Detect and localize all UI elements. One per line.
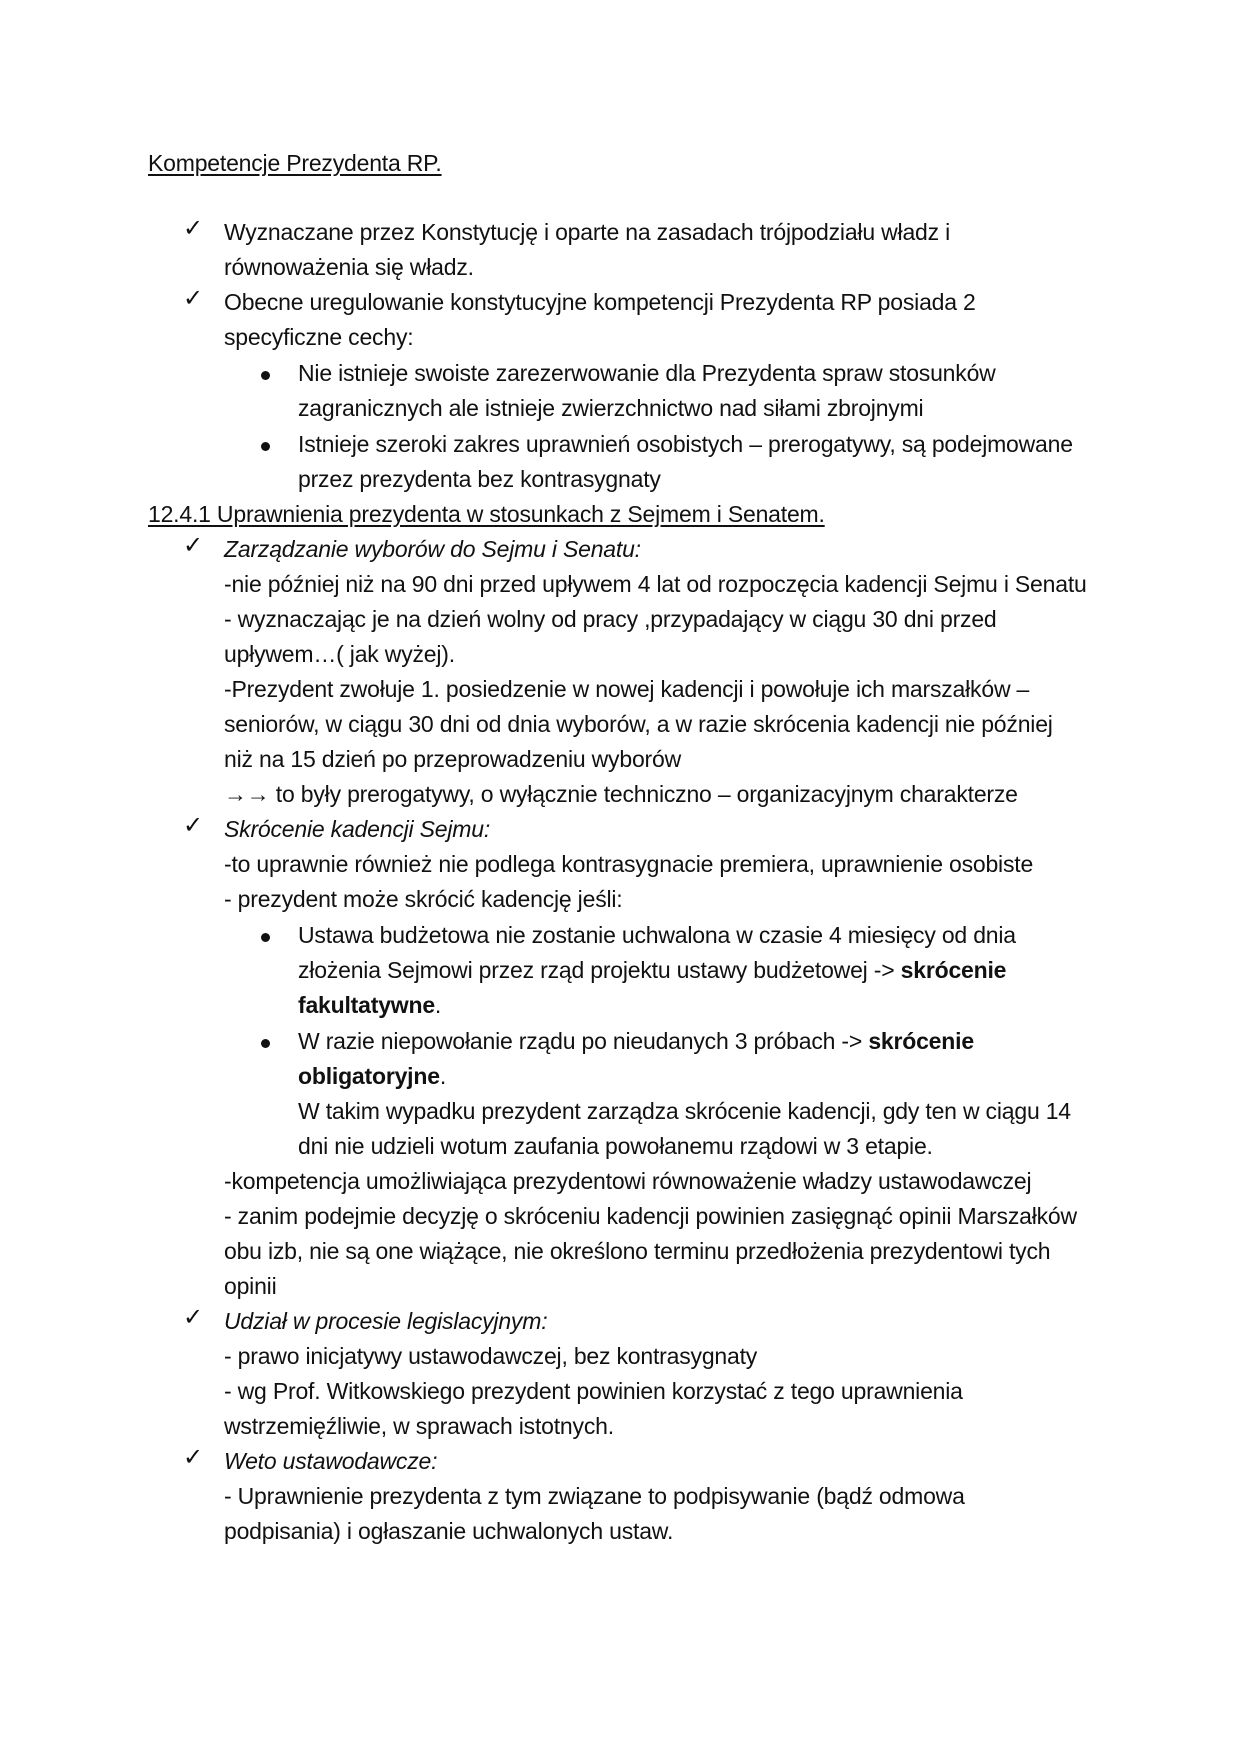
shortening-bullet-1-line-2: złożenia Sejmowi przez rząd projektu ustawy budżetowej -> skrócenie (298, 957, 1007, 983)
shortening-line-4: - zanim podejmie decyzję o skróceniu kadencji powinien zasięgnąć opinii Marszałków (224, 1203, 1077, 1229)
shortening-bullet-1-line-1: Ustawa budżetowa nie zostanie uchwalona w czasie 4 miesięcy od dnia (298, 922, 1016, 948)
bullet-icon (261, 933, 270, 942)
legislative-line-3: wstrzemięźliwie, w sprawach istotnych. (224, 1413, 614, 1439)
shortening-bullet-2-line-3: W takim wypadku prezydent zarządza skrócenie kadencji, gdy ten w ciągu 14 (298, 1098, 1071, 1124)
intro-bullet-2-line-1: Istnieje szeroki zakres uprawnień osobistych – prerogatywy, są podejmowane (298, 431, 1073, 457)
intro-item-1-line-2: równoważenia się władz. (224, 254, 474, 280)
checkmark-icon: ✓ (183, 215, 204, 242)
intro-bullet-1-line-1: Nie istnieje swoiste zarezerwowanie dla Prezydenta spraw stosunków (298, 360, 996, 386)
elections-line-7: →→ to były prerogatywy, o wyłącznie techniczno – organizacyjnym charakterze (224, 781, 1018, 807)
elections-line-4: -Prezydent zwołuje 1. posiedzenie w nowej kadencji i powołuje ich marszałków – (224, 676, 1030, 702)
bullet-icon (261, 1039, 270, 1048)
shortening-bullet-2-line-2: obligatoryjne. (298, 1063, 447, 1089)
elections-line-1: -nie później niż na 90 dni przed upływem 4 lat od rozpoczęcia kadencji Sejmu i Senatu (224, 571, 1087, 597)
elections-line-3: upływem…( jak wyżej). (224, 641, 455, 667)
checkmark-icon: ✓ (183, 532, 204, 559)
veto-heading: Weto ustawodawcze: (224, 1448, 438, 1474)
intro-bullet-1-line-2: zagranicznych ale istnieje zwierzchnictwo nad siłami zbrojnymi (298, 395, 924, 421)
legislative-line-1: - prawo inicjatywy ustawodawczej, bez kontrasygnaty (224, 1343, 758, 1369)
shortening-bullet-2-line-1: W razie niepowołanie rządu po nieudanych 3 próbach -> skrócenie (298, 1028, 974, 1054)
shortening-line-1: -to uprawnie również nie podlega kontrasygnacie premiera, uprawnienie osobiste (224, 851, 1034, 877)
section-heading: 12.4.1 Uprawnienia prezydenta w stosunkach z Sejmem i Senatem. (148, 501, 825, 527)
shortening-line-6: opinii (224, 1273, 277, 1299)
legislative-heading: Udział w procesie legislacyjnym: (224, 1308, 548, 1334)
shortening-line-3: -kompetencja umożliwiająca prezydentowi równoważenie władzy ustawodawczej (224, 1168, 1032, 1194)
intro-bullet-2-line-2: przez prezydenta bez kontrasygnaty (298, 466, 661, 492)
elections-heading: Zarządzanie wyborów do Sejmu i Senatu: (224, 536, 641, 562)
checkmark-icon: ✓ (183, 1304, 204, 1331)
bullet-icon (261, 442, 270, 451)
bullet-icon (261, 371, 270, 380)
veto-line-2: podpisania) i ogłaszanie uchwalonych ustaw. (224, 1518, 674, 1544)
shortening-line-2: - prezydent może skrócić kadencję jeśli: (224, 886, 623, 912)
legislative-line-2: - wg Prof. Witkowskiego prezydent powinien korzystać z tego uprawnienia (224, 1378, 963, 1404)
intro-item-2-line-1: Obecne uregulowanie konstytucyjne kompetencji Prezydenta RP posiada 2 (224, 289, 976, 315)
shortening-heading: Skrócenie kadencji Sejmu: (224, 816, 491, 842)
checkmark-icon: ✓ (183, 1444, 204, 1471)
checkmark-icon: ✓ (183, 812, 204, 839)
shortening-bullet-2-line-4: dni nie udzieli wotum zaufania powołanemu rządowi w 3 etapie. (298, 1133, 933, 1159)
elections-line-5: seniorów, w ciągu 30 dni od dnia wyborów, a w razie skrócenia kadencji nie później (224, 711, 1053, 737)
shortening-bullet-1-line-3: fakultatywne. (298, 992, 442, 1018)
veto-line-1: - Uprawnienie prezydenta z tym związane to podpisywanie (bądź odmowa (224, 1483, 965, 1509)
intro-item-1-line-1: Wyznaczane przez Konstytucję i oparte na zasadach trójpodziału władz i (224, 219, 951, 245)
intro-item-2-line-2: specyficzne cechy: (224, 324, 414, 350)
double-arrow-icon: →→ (224, 781, 270, 807)
page-title: Kompetencje Prezydenta RP. (148, 150, 442, 176)
elections-line-6: niż na 15 dzień po przeprowadzeniu wyborów (224, 746, 681, 772)
checkmark-icon: ✓ (183, 285, 204, 312)
elections-line-2: - wyznaczając je na dzień wolny od pracy ,przypadający w ciągu 30 dni przed (224, 606, 997, 632)
shortening-line-5: obu izb, nie są one wiążące, nie określono terminu przedłożenia prezydentowi tych (224, 1238, 1051, 1264)
